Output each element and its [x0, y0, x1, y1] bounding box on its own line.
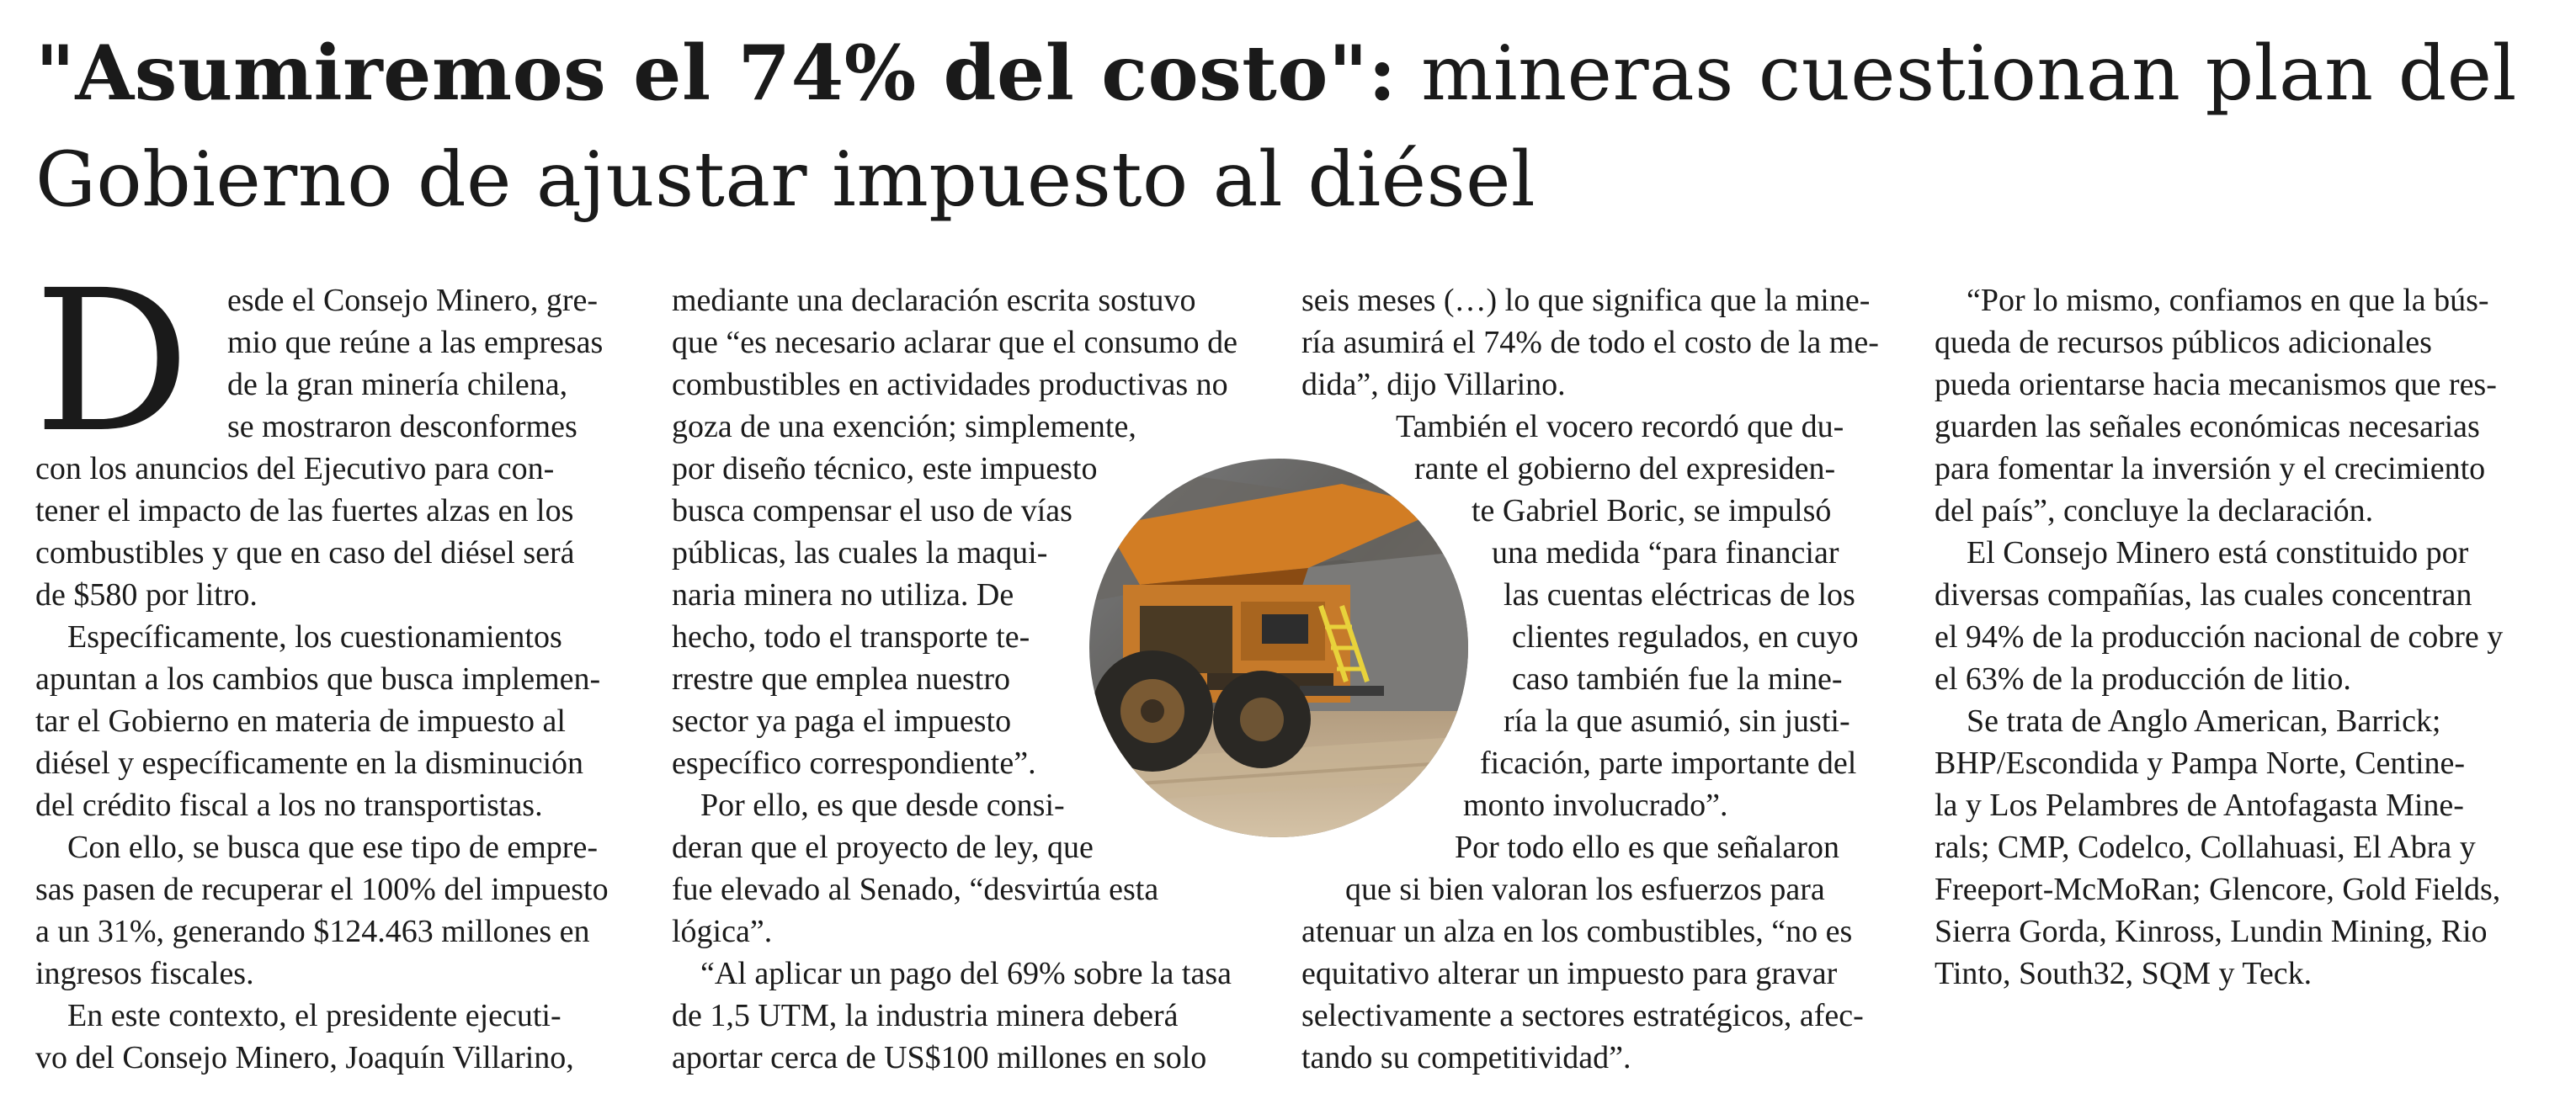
column-3-line: monto involucrado”.	[1463, 788, 1728, 823]
column-2-line: públicas, las cuales la maqui-	[672, 535, 1048, 571]
column-2-line: por diseño técnico, este impuesto	[672, 451, 1098, 486]
column-1-line: de la gran minería chilena,	[227, 367, 568, 402]
column-1-line: con los anuncios del Ejecutivo para con-	[35, 451, 555, 486]
column-4-line: rals; CMP, Codelco, Collahuasi, El Abra y	[1935, 830, 2476, 865]
column-1-line: tener el impacto de las fuertes alzas en los	[35, 493, 574, 528]
column-1-line: de $580 por litro.	[35, 577, 258, 613]
column-1-line: apuntan a los cambios que busca implemen-	[35, 661, 601, 697]
column-1-line: ingresos fiscales.	[35, 956, 254, 991]
column-1-line: diésel y específicamente en la disminución	[35, 746, 584, 781]
headline-rest: mineras cuestionan plan del Gobierno de ajustar impuesto al diésel	[35, 29, 2517, 224]
column-1-line: Específicamente, los cuestionamientos	[67, 619, 562, 655]
column-2-line: deran que el proyecto de ley, que	[672, 830, 1094, 865]
column-3-line: ría la que asumió, sin justi-	[1504, 703, 1850, 739]
column-4-line: guarden las señales económicas necesarias	[1935, 409, 2480, 444]
column-3-line: rante el gobierno del expresiden-	[1414, 451, 1836, 486]
column-4-line: el 94% de la producción nacional de cobre y	[1935, 619, 2504, 655]
column-4-line: queda de recursos públicos adicionales	[1935, 325, 2432, 360]
column-3-line: atenuar un alza en los combustibles, “no es	[1301, 914, 1853, 949]
column-4-line: del país”, concluye la declaración.	[1935, 493, 2374, 528]
column-3-line: clientes regulados, en cuyo	[1512, 619, 1859, 655]
column-4-line: Se trata de Anglo American, Barrick;	[1967, 703, 2441, 739]
column-2-line: que “es necesario aclarar que el consumo de	[672, 325, 1238, 360]
column-4-line: el 63% de la producción de litio.	[1935, 661, 2351, 697]
column-1-line: se mostraron desconformes	[227, 409, 577, 444]
column-3-line: ficación, parte importante del	[1480, 746, 1857, 781]
column-2-line: combustibles en actividades productivas no	[672, 367, 1228, 402]
mining-truck-photo	[1089, 459, 1468, 837]
column-2-line: aportar cerca de US$100 millones en solo	[672, 1040, 1207, 1075]
column-2-line: específico correspondiente”.	[672, 746, 1036, 781]
column-3-line: equitativo alterar un impuesto para gravar	[1301, 956, 1838, 991]
column-1-line: mio que reúne a las empresas	[227, 325, 604, 360]
column-3-line: selectivamente a sectores estratégicos, afec-	[1301, 998, 1864, 1033]
column-3-line: que si bien valoran los esfuerzos para	[1345, 872, 1825, 907]
column-3-line: dida”, dijo Villarino.	[1301, 367, 1566, 402]
column-3-line: las cuentas eléctricas de los	[1504, 577, 1855, 613]
column-4-line: diversas compañías, las cuales concentran	[1935, 577, 2472, 613]
column-4-line: Sierra Gorda, Kinross, Lundin Mining, Rio	[1935, 914, 2488, 949]
column-4-line: la y Los Pelambres de Antofagasta Mine-	[1935, 788, 2464, 823]
column-4-line: para fomentar la inversión y el crecimiento	[1935, 451, 2486, 486]
column-3-line: seis meses (…) lo que significa que la mine-	[1301, 283, 1871, 318]
column-2-line: de 1,5 UTM, la industria minera deberá	[672, 998, 1179, 1033]
column-2-line: mediante una declaración escrita sostuvo	[672, 283, 1196, 318]
drop-cap: D	[34, 248, 191, 475]
column-1-line: tar el Gobierno en materia de impuesto al	[35, 703, 566, 739]
column-3-line: También el vocero recordó que du-	[1396, 409, 1844, 444]
column-1-line: Con ello, se busca que ese tipo de empre-	[67, 830, 598, 865]
column-2-line: busca compensar el uso de vías	[672, 493, 1072, 528]
column-1-line: esde el Consejo Minero, gre-	[227, 283, 599, 318]
column-3-line: Por todo ello es que señalaron	[1455, 830, 1839, 865]
column-1-line: del crédito fiscal a los no transportistas.	[35, 788, 543, 823]
headline-quote: "Asumiremos el 74% del costo":	[35, 29, 1397, 118]
column-3-line: te Gabriel Boric, se impulsó	[1472, 493, 1832, 528]
column-2-line: goza de una exención; simplemente,	[672, 409, 1136, 444]
column-3-line: caso también fue la mine-	[1512, 661, 1843, 697]
column-3-line: ría asumirá el 74% de todo el costo de la me-	[1301, 325, 1879, 360]
column-2-line: lógica”.	[672, 914, 773, 949]
column-2-line: hecho, todo el transporte te-	[672, 619, 1030, 655]
column-4-line: Tinto, South32, SQM y Teck.	[1935, 956, 2313, 991]
column-1-line: combustibles y que en caso del diésel será	[35, 535, 575, 571]
column-4-line: pueda orientarse hacia mecanismos que res-	[1935, 367, 2497, 402]
column-4-line: BHP/Escondida y Pampa Norte, Centine-	[1935, 746, 2466, 781]
column-1-line: En este contexto, el presidente ejecuti-	[67, 998, 562, 1033]
column-2-line: rrestre que emplea nuestro	[672, 661, 1010, 697]
column-2-line: fue elevado al Senado, “desvirtúa esta	[672, 872, 1159, 907]
column-1-line: sas pasen de recuperar el 100% del impuesto	[35, 872, 609, 907]
column-3-line: tando su competitividad”.	[1301, 1040, 1631, 1075]
column-4-line: El Consejo Minero está constituido por	[1967, 535, 2469, 571]
column-2-line: sector ya paga el impuesto	[672, 703, 1012, 739]
column-2-line: naria minera no utiliza. De	[672, 577, 1014, 613]
headline	[35, 20, 2544, 233]
column-3-line: una medida “para financiar	[1492, 535, 1839, 571]
column-2-line: “Al aplicar un pago del 69% sobre la tasa	[700, 956, 1232, 991]
column-1-line: a un 31%, generando $124.463 millones en	[35, 914, 590, 949]
column-4-line: “Por lo mismo, confiamos en que la bús-	[1967, 283, 2489, 318]
column-2-line: Por ello, es que desde consi-	[700, 788, 1065, 823]
column-4-line: Freeport-McMoRan; Glencore, Gold Fields,	[1935, 872, 2501, 907]
column-1-line: vo del Consejo Minero, Joaquín Villarino,	[35, 1040, 574, 1075]
